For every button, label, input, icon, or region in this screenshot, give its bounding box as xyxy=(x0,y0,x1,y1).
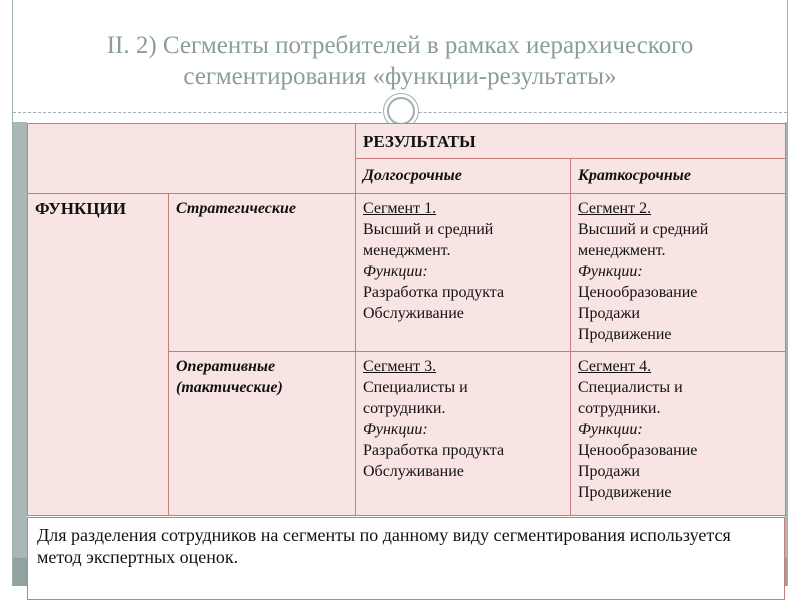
functions-label: ФУНКЦИИ xyxy=(28,194,169,516)
empty-corner-cell xyxy=(28,124,356,194)
segment-function: Продажи xyxy=(578,463,640,480)
segment-desc: сотрудники. xyxy=(578,400,661,417)
segment-function: Продвижение xyxy=(578,484,672,501)
segment-desc: менеджмент. xyxy=(363,242,451,259)
segment-title: Сегмент 4. xyxy=(578,358,652,375)
segment-function: Разработка продукта xyxy=(363,442,505,459)
operational-label: Оперативные (тактические) xyxy=(169,352,356,516)
segment-functions-label: Функции: xyxy=(363,421,428,438)
segmentation-table xyxy=(27,123,786,516)
slide-title: II. 2) Сегменты потребителей в рамках иерархического сегментирования «функции-результаты» xyxy=(106,32,694,90)
segment-desc: Высший и средний xyxy=(363,221,494,238)
segment-function: Обслуживание xyxy=(363,463,464,480)
segment-function: Продажи xyxy=(578,305,640,322)
table-header-row xyxy=(28,124,786,159)
ornament-ring xyxy=(387,97,415,125)
strategic-label: Стратегические xyxy=(169,194,356,352)
segment-cell xyxy=(356,194,571,352)
results-header: РЕЗУЛЬТАТЫ xyxy=(356,124,786,159)
segment-function: Обслуживание xyxy=(363,305,464,322)
segment-functions-label: Функции: xyxy=(578,421,643,438)
segment-function: Ценообразование xyxy=(578,442,698,459)
segment-function: Продвижение xyxy=(578,326,672,343)
segment-desc: Специалисты и xyxy=(363,379,468,396)
segment-title: Сегмент 3. xyxy=(363,358,437,375)
segment-cell xyxy=(571,194,786,352)
segment-desc: менеджмент. xyxy=(578,242,666,259)
segment-title: Сегмент 1. xyxy=(363,200,437,217)
segment-cell xyxy=(571,352,786,516)
segment-title: Сегмент 2. xyxy=(578,200,652,217)
segment-function: Разработка продукта xyxy=(363,284,505,301)
note-text: Для разделения сотрудников на сегменты по данному виду сегментирования используется метод экспертных оценок. xyxy=(37,525,731,567)
segment-function: Ценообразование xyxy=(578,284,698,301)
segment-functions-label: Функции: xyxy=(578,263,643,280)
left-decor-strip xyxy=(13,122,27,586)
segment-desc: Высший и средний xyxy=(578,221,709,238)
table-row xyxy=(28,194,786,352)
segment-functions-label: Функции: xyxy=(363,263,428,280)
segment-desc: сотрудники. xyxy=(363,400,446,417)
long-term-header: Долгосрочные xyxy=(356,159,571,194)
short-term-header: Краткосрочные xyxy=(571,159,786,194)
segment-desc: Специалисты и xyxy=(578,379,683,396)
note-textbox xyxy=(27,517,785,600)
segment-cell xyxy=(356,352,571,516)
